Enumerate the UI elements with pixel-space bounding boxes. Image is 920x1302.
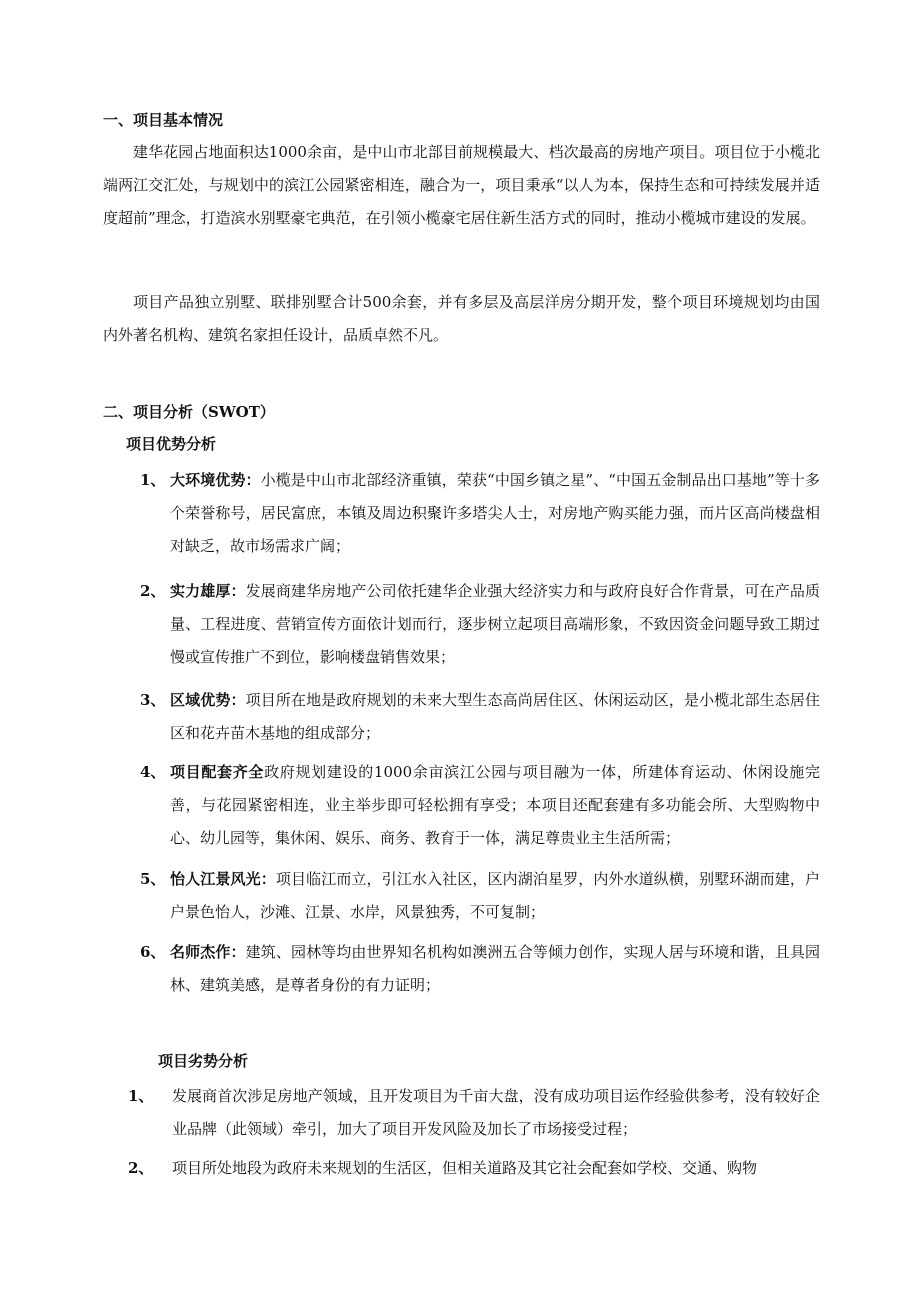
subheading-weaknesses: 项目劣势分析 [158,1052,249,1070]
list-text [170,464,820,563]
list-number: 1、 [140,471,166,489]
list-body: 项目临江而立，引江水入社区，区内湖泊星罗，内外水道纵横，别墅环湖而建，户户景色怡人，沙滩、江景、水岸，风景独秀，不可复制； [170,870,820,921]
list-text: 发展商首次涉足房地产领域，且开发项目为千亩大盘，没有成功项目运作经验供参考，没有较好企业品牌（此领域）牵引，加大了项目开发风险及加长了市场接受过程； [172,1087,820,1138]
list-text [170,684,820,750]
list-number: 2、 [140,582,166,600]
list-lead: 怡人江景风光： [170,870,276,888]
list-number: 5、 [140,870,166,888]
list-text: 项目所处地段为政府未来规划的生活区，但相关道路及其它社会配套如学校、交通、购物 [172,1159,758,1177]
list-lead: 大环境优势： [170,471,261,489]
list-number: 1、 [128,1087,154,1105]
list-text [170,756,820,855]
list-body: 小榄是中山市北部经济重镇，荣获“中国乡镇之星”、“中国五金制品出口基地”等十多个荣誉称号，居民富庶，本镇及周边积聚许多塔尖人士，对房地产购买能力强，而片区高尚楼盘相对缺乏，故市场需求广阔； [170,471,820,555]
list-text [170,863,820,929]
list-lead: 实力雄厚： [170,582,246,600]
paragraph-project-intro: 建华花园占地面积达1000余亩，是中山市北部目前规模最大、档次最高的房地产项目。项目位于小榄北端两江交汇处，与规划中的滨江公园紧密相连，融合为一，项目秉承“以人为本，保持生态和可持续发展并适度超前”理念，打造滨水别墅豪宅典范，在引领小榄豪宅居住新生活方式的同时，推动小榄城市建设的发展。 [103,143,820,227]
list-number: 6、 [140,943,166,961]
list-lead: 项目配套齐全 [170,763,265,781]
list-text [170,936,820,1002]
section-heading-basic: 一、项目基本情况 [103,111,224,129]
list-body: 建筑、园林等均由世界知名机构如澳洲五合等倾力创作，实现人居与环境和谐，且具园林、建筑美感，是尊者身份的有力证明； [170,943,820,994]
list-number: 3、 [140,691,166,709]
paragraph-project-products: 项目产品独立别墅、联排别墅合计500余套，并有多层及高层洋房分期开发，整个项目环境规划均由国内外著名机构、建筑名家担任设计，品质卓然不凡。 [103,293,820,344]
list-body: 政府规划建设的1000余亩滨江公园与项目融为一体，所建体育运动、休闲设施完善，与花园紧密相连，业主举步即可轻松拥有享受；本项目还配套建有多功能会所、大型购物中心、幼儿园等，集休闲、娱乐、商务、教育于一体，满足尊贵业主生活所需； [170,763,820,847]
list-text [170,575,820,674]
list-number: 4、 [140,763,166,781]
list-number: 2、 [128,1159,154,1177]
subheading-strengths: 项目优势分析 [126,435,217,453]
list-body: 项目所在地是政府规划的未来大型生态高尚居住区、休闲运动区，是小榄北部生态居住区和花卉苗木基地的组成部分； [170,691,820,742]
section-heading-swot: 二、项目分析（SWOT） [103,403,275,421]
list-lead: 名师杰作： [170,943,246,961]
list-lead: 区域优势： [170,691,246,709]
list-body: 发展商建华房地产公司依托建华企业强大经济实力和与政府良好合作背景，可在产品质量、工程进度、营销宣传方面依计划而行，逐步树立起项目高端形象，不致因资金问题导致工期过慢或宣传推广不到位，影响楼盘销售效果； [170,582,820,666]
